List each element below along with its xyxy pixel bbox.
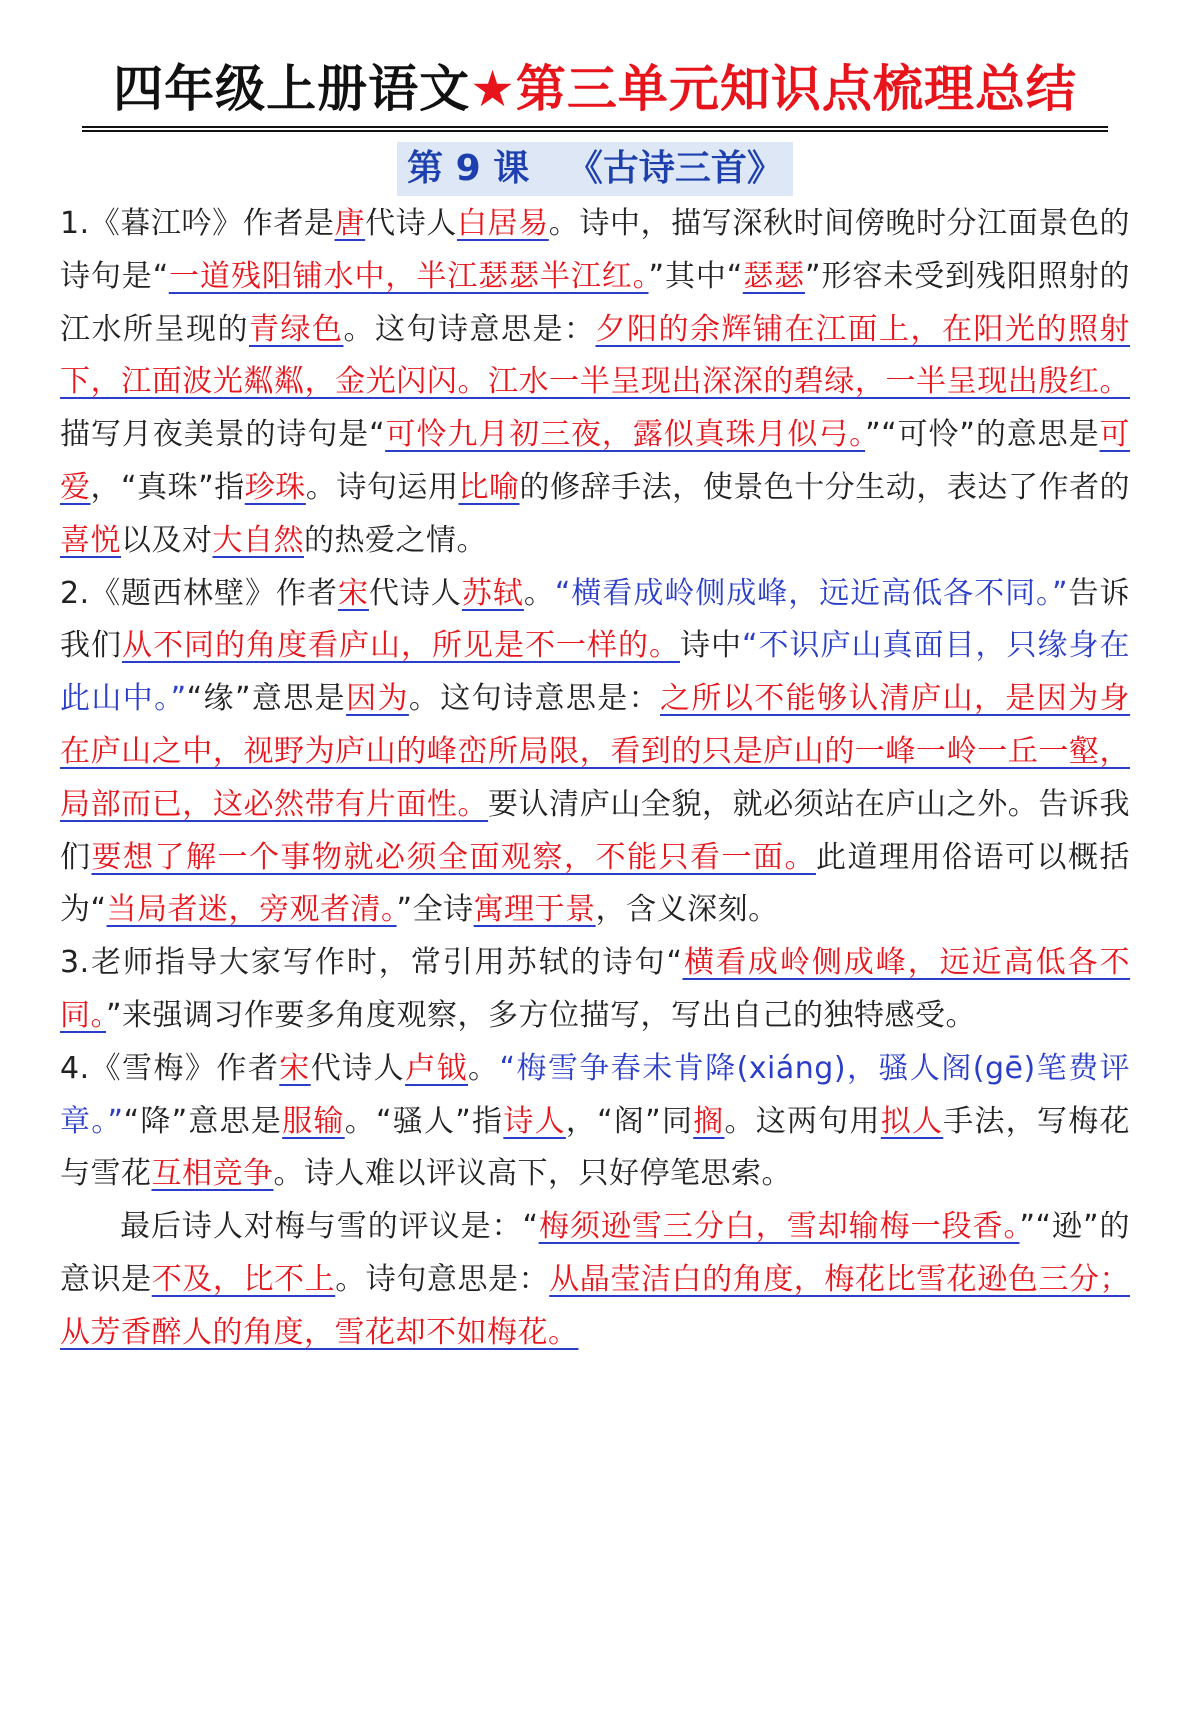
lesson-heading: 第 9 课 《古诗三首》 <box>397 142 793 196</box>
answer-text: 从不同的角度看庐山，所见是不一样的。 <box>122 628 680 664</box>
lesson-heading-wrap <box>60 142 1130 196</box>
body-text: 诗中 <box>679 628 742 664</box>
body-text: 。诗句运用 <box>305 469 459 505</box>
page-title <box>60 58 1130 120</box>
body-text: ，含义深刻。 <box>595 892 779 928</box>
note-paragraph-3 <box>60 937 1130 1043</box>
answer-text: 梅须逊雪三分白，雪却输梅一段香。 <box>538 1209 1020 1245</box>
body-text: 最后诗人对梅与雪的评议是：“ <box>120 1209 539 1245</box>
body-text: ”“可怜”的意思是 <box>865 417 1100 453</box>
body-text: 要认清庐山全貌，就必须站在庐山之外。告诉我们 <box>60 786 1131 875</box>
body-text: “缘”意思是 <box>186 681 347 717</box>
answer-text: 寓理于景 <box>473 892 596 928</box>
answer-text: 比喻 <box>458 469 520 505</box>
answer-text: 白居易 <box>456 206 549 241</box>
answer-text: 横看成岭侧成峰，远近高低各不同。 <box>60 945 1131 1033</box>
note-paragraph-2 <box>60 568 1130 938</box>
answer-text: 可爱 <box>60 417 1130 505</box>
body-text: 代诗人 <box>310 1050 406 1086</box>
poem-quote: “不识庐山真面目，只缘身在此山中。” <box>60 628 1131 717</box>
answer-text: 唐 <box>334 206 366 241</box>
body-text: 1.《暮江吟》作者是 <box>60 206 335 241</box>
note-paragraph-1 <box>60 198 1130 568</box>
answer-text: 珍珠 <box>244 469 306 505</box>
answer-text: 卢钺 <box>405 1050 468 1086</box>
answer-text: 当局者迷，旁观者清。 <box>106 892 397 928</box>
body-text: ”其中“ <box>648 258 743 294</box>
answer-text: 宋 <box>279 1050 311 1086</box>
body-text: ”全诗 <box>396 892 474 928</box>
body-text: 描写月夜美景的诗句是“ <box>60 417 386 453</box>
answer-text: 服输 <box>282 1103 345 1139</box>
body-text: 。诗人难以评议高下，只好停笔思索。 <box>273 1156 792 1192</box>
body-text: 。 <box>523 575 555 611</box>
title-unit: 第三单元知识点梳理总结 <box>515 60 1077 118</box>
notes-content <box>60 198 1130 1360</box>
poem-quote: “梅雪争春未肯降(xiáng)，骚人阁(gē)笔费评章。” <box>60 1050 1131 1139</box>
body-text: 。这句诗意思是： <box>343 311 596 347</box>
answer-text: 之所以不能够认清庐山，是因为身在庐山之中，视野为庐山的峰峦所局限，看到的只是庐山的一峰一岭一丘一壑，局部而已，这必然带有片面性。 <box>60 681 1131 822</box>
title-grade: 四年级上册语文 <box>113 60 471 118</box>
answer-text: 瑟瑟 <box>742 258 805 294</box>
answer-text: 互相竞争 <box>151 1156 274 1192</box>
answer-text: 拟人 <box>880 1103 944 1139</box>
answer-text: 因为 <box>346 681 409 717</box>
answer-text: 喜悦 <box>60 522 121 558</box>
body-text: 代诗人 <box>365 206 457 241</box>
body-text: “降”意思是 <box>123 1103 283 1139</box>
answer-text: 搁 <box>693 1103 725 1139</box>
answer-text: 一道残阳铺水中，半江瑟瑟半江红。 <box>168 258 649 294</box>
body-text: 。“骚人”指 <box>344 1103 504 1139</box>
body-text: 。诗句意思是： <box>335 1261 550 1297</box>
note-paragraph-5 <box>60 1201 1130 1359</box>
body-text: 2.《题西林壁》作者 <box>60 575 338 611</box>
body-text: 的修辞手法，使景色十分生动，表达了作者的 <box>519 469 1131 505</box>
body-text: 4.《雪梅》作者 <box>60 1050 280 1086</box>
answer-text: 可怜九月初三夜，露似真珠月似弓。 <box>385 417 866 453</box>
body-text: 。诗中，描写深秋时间傍晚时分江面景色的诗句是“ <box>60 206 1131 294</box>
answer-text: 苏轼 <box>461 575 524 611</box>
answer-text: 夕阳的余辉铺在江面上，在阳光的照射下，江面波光粼粼，金光闪闪。江水一半呈现出深深的碧绿，一半呈现出殷红。 <box>60 311 1130 400</box>
body-text: ”形容未受到残阳照射的江水所呈现的 <box>60 258 1131 347</box>
body-text: 。这两句用 <box>724 1103 881 1139</box>
body-text: ，“阁”同 <box>565 1103 694 1139</box>
body-text: ”“逊”的意识是 <box>60 1209 1130 1297</box>
answer-text: 不及，比不上 <box>151 1261 336 1297</box>
answer-text: 从晶莹洁白的角度，梅花比雪花逊色三分；从芳香醉人的角度，雪花却不如梅花。 <box>60 1261 1131 1350</box>
body-text: 以及对 <box>121 522 213 558</box>
body-text: 的热爱之情。 <box>304 522 487 558</box>
body-text: 代诗人 <box>368 575 462 611</box>
title-underline <box>82 126 1108 132</box>
body-text: ”来强调习作要多角度观察，多方位描写，写出自己的独特感受。 <box>106 997 977 1033</box>
answer-text: 要想了解一个事物就必须全面观察，不能只看一面。 <box>91 839 816 875</box>
answer-text: 青绿色 <box>249 311 344 347</box>
body-text: 。 <box>468 1050 500 1086</box>
answer-text: 宋 <box>337 575 369 611</box>
body-text: ，“真珠”指 <box>90 469 245 505</box>
star-icon: ★ <box>470 60 516 118</box>
body-text: 。这句诗意思是： <box>408 681 661 717</box>
body-text: 3.老师指导大家写作时，常引用苏轼的诗句“ <box>60 945 683 981</box>
poem-quote: “横看成岭侧成峰，远近高低各不同。” <box>554 575 1069 611</box>
body-text: 此道理用俗语可以概括为“ <box>60 839 1130 928</box>
body-text: 手法，写梅花与雪花 <box>60 1103 1131 1192</box>
body-text: 告诉我们 <box>60 575 1131 664</box>
answer-text: 大自然 <box>212 522 304 558</box>
note-paragraph-4 <box>60 1043 1130 1201</box>
answer-text: 诗人 <box>503 1103 566 1139</box>
